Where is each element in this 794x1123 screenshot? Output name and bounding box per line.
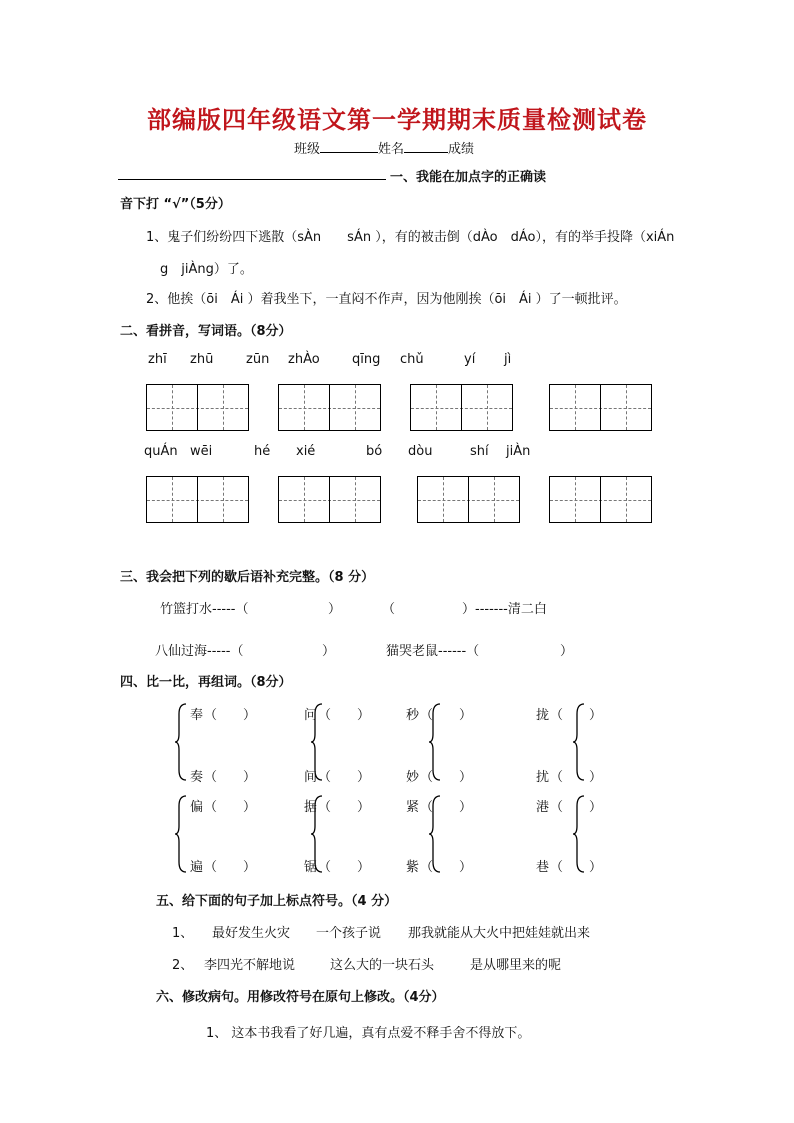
- s5-sentence-1a: 最好发生火灾: [212, 926, 291, 941]
- class-label: 班级: [294, 142, 321, 157]
- class-blank[interactable]: [320, 140, 378, 153]
- idiom-d: 猫哭老鼠------（: [386, 644, 480, 659]
- section1-heading: 一、我能在加点字的正确读: [390, 170, 547, 185]
- compare-char: 扰: [536, 770, 550, 785]
- brace-icon: [174, 702, 188, 782]
- answer-paren[interactable]: （ ）: [318, 770, 371, 785]
- pinyin: jiÀn: [506, 444, 531, 459]
- page-title: 部编版四年级语文第一学期期末质量检测试卷: [147, 105, 647, 134]
- writing-grid[interactable]: [549, 384, 652, 431]
- compare-char: 偏: [190, 800, 204, 815]
- s1-question-2: 2、他挨（ōi Ái ）着我坐下，一直闷不作声，因为他刚挨（ōi Ái ）了一顿批评。: [146, 292, 627, 307]
- pinyin: yí: [464, 352, 476, 367]
- s5-sentence-1c: 那我就能从大火中把娃娃就出来: [408, 926, 591, 941]
- idiom-a-close: ）: [328, 602, 342, 617]
- pinyin: bó: [366, 444, 383, 459]
- section2-heading: 二、看拼音，写词语。（8分）: [120, 324, 292, 339]
- answer-paren[interactable]: （ ）: [550, 860, 603, 875]
- compare-char: 奉: [190, 708, 204, 723]
- pinyin: hé: [254, 444, 271, 459]
- pinyin: qīng: [352, 352, 381, 367]
- compare-char: 间: [304, 770, 318, 785]
- s6-question-1: 1、 这本书我看了好几遍，真有点爱不释手舍不得放下。: [206, 1026, 531, 1041]
- answer-paren[interactable]: （ ）: [550, 770, 603, 785]
- compare-char: 巷: [536, 860, 550, 875]
- answer-paren[interactable]: （ ）: [420, 708, 473, 723]
- s1-question-1-cont: g jiÀng）了。: [160, 262, 253, 277]
- idiom-d-close: ）: [560, 644, 574, 659]
- writing-grid[interactable]: [146, 384, 249, 431]
- pinyin: jì: [504, 352, 512, 367]
- idiom-c-close: ）: [322, 644, 336, 659]
- answer-paren[interactable]: （ ）: [550, 708, 603, 723]
- s5-sentence-1b: 一个孩子说: [316, 926, 382, 941]
- name-label: 姓名: [378, 142, 405, 157]
- answer-paren[interactable]: （ ）: [204, 860, 257, 875]
- pinyin: dòu: [408, 444, 433, 459]
- writing-grid[interactable]: [549, 476, 652, 523]
- brace-icon: [174, 794, 188, 874]
- s1-question-1: 1、鬼子们纷纷四下逃散（sÀn sÁn ），有的被击倒（dÀo dÁo），有的举手投降（xiÁn: [146, 230, 675, 245]
- compare-char: 港: [536, 800, 550, 815]
- info-line: [294, 138, 474, 157]
- section3-heading: 三、我会把下列的歇后语补充完整。（8 分）: [120, 570, 375, 585]
- compare-char: 奏: [190, 770, 204, 785]
- writing-grid[interactable]: [146, 476, 249, 523]
- writing-grid[interactable]: [278, 384, 381, 431]
- answer-paren[interactable]: （ ）: [420, 770, 473, 785]
- pinyin: xié: [296, 444, 316, 459]
- pinyin: zūn: [246, 352, 270, 367]
- compare-char: 紫: [406, 860, 420, 875]
- idiom-a: 竹篮打水-----（: [160, 602, 249, 617]
- idiom-b-open: （: [382, 602, 396, 617]
- compare-char: 锯: [304, 860, 318, 875]
- score-label: 成绩: [448, 142, 475, 157]
- writing-grid[interactable]: [410, 384, 513, 431]
- writing-grid[interactable]: [417, 476, 520, 523]
- pinyin: zhū: [190, 352, 214, 367]
- s5-num-2: 2、: [172, 958, 194, 973]
- pinyin: quÁn: [144, 444, 178, 459]
- answer-paren[interactable]: （ ）: [318, 860, 371, 875]
- compare-char: 据: [304, 800, 318, 815]
- name-blank[interactable]: [404, 140, 448, 153]
- writing-grid[interactable]: [278, 476, 381, 523]
- idiom-b: ）-------清二白: [462, 602, 547, 617]
- compare-char: 紧: [406, 800, 420, 815]
- section6-heading: 六、修改病句。用修改符号在原句上修改。（4分）: [156, 990, 445, 1005]
- compare-char: 遍: [190, 860, 204, 875]
- pinyin: chǔ: [400, 352, 424, 367]
- answer-paren[interactable]: （ ）: [318, 708, 371, 723]
- compare-char: 妙: [406, 770, 420, 785]
- s5-num-1: 1、: [172, 926, 194, 941]
- pinyin: zhÀo: [288, 352, 320, 367]
- pinyin: zhī: [148, 352, 167, 367]
- idiom-c: 八仙过海-----（: [155, 644, 244, 659]
- section5-heading: 五、给下面的句子加上标点符号。（4 分）: [156, 894, 398, 909]
- pinyin: wēi: [190, 444, 213, 459]
- answer-paren[interactable]: （ ）: [420, 800, 473, 815]
- answer-paren[interactable]: （ ）: [204, 770, 257, 785]
- section4-heading: 四、比一比，再组词。（8分）: [120, 675, 292, 690]
- answer-paren[interactable]: （ ）: [420, 860, 473, 875]
- s5-sentence-2c: 是从哪里来的呢: [470, 958, 562, 973]
- answer-paren[interactable]: （ ）: [550, 800, 603, 815]
- answer-paren[interactable]: （ ）: [204, 708, 257, 723]
- answer-paren[interactable]: （ ）: [204, 800, 257, 815]
- s5-sentence-2a: 李四光不解地说: [204, 958, 296, 973]
- compare-char: 秒: [406, 708, 420, 723]
- pinyin: shí: [470, 444, 489, 459]
- section1-heading-cont: 音下打 “√”（5分）: [120, 197, 231, 212]
- compare-char: 拢: [536, 708, 550, 723]
- compare-char: 问: [304, 708, 318, 723]
- answer-paren[interactable]: （ ）: [318, 800, 371, 815]
- s5-sentence-2b: 这么大的一块石头: [330, 958, 435, 973]
- section1-divider: [118, 179, 386, 180]
